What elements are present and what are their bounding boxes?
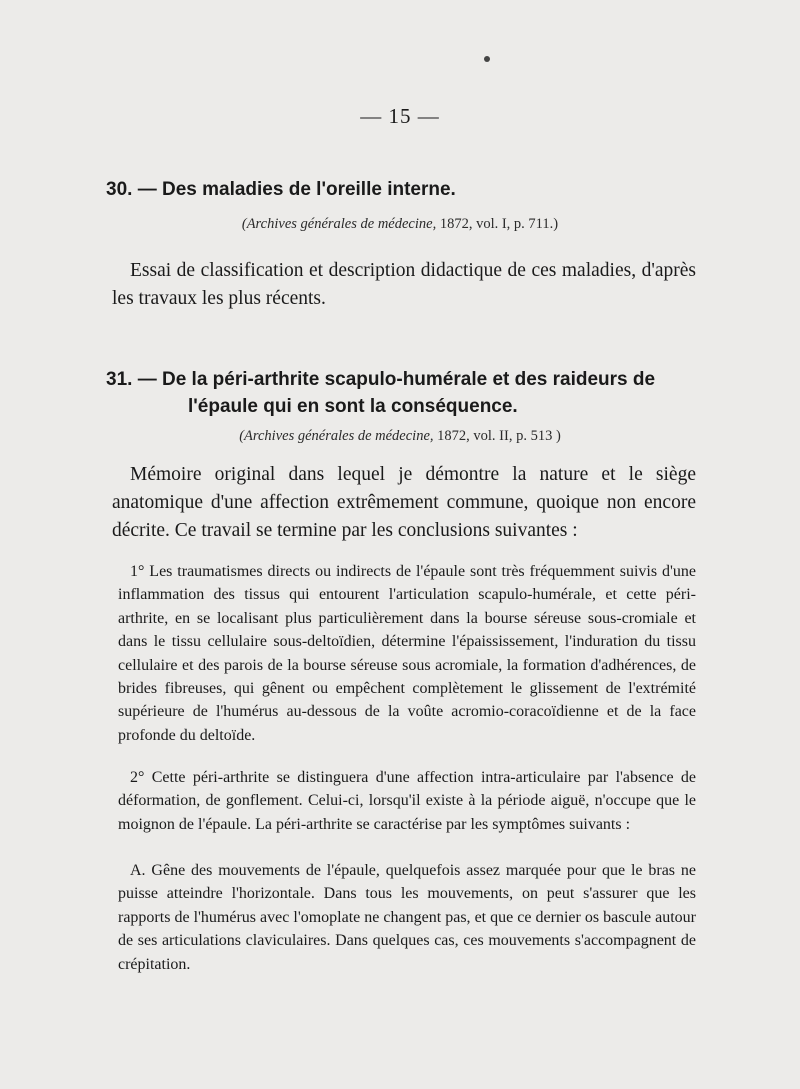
- entry-31-citation: [0, 428, 800, 445]
- entry-31-abstract: Mémoire original dans lequel je démontre la nature et le siège anatomique d'une affection extrêmement commune, quoique non encore décrite. Ce travail se termine par les conclusions suivantes :: [112, 464, 696, 541]
- entry-30-title: 30. — Des maladies de l'oreille interne.: [106, 179, 456, 200]
- entry-31-title-line1: 31. — De la péri-arthrite scapulo-humérale et des raideurs de: [106, 369, 656, 390]
- entry-30-citation-journal: (Archives générales de médecine,: [241, 216, 437, 232]
- entry-31-citation-ref: 1872, vol. II, p. 513 ): [437, 428, 561, 444]
- entry-30-abstract: Essai de classification et description didactique de ces maladies, d'après les travaux les plus récents.: [112, 260, 696, 309]
- entry-31-title-line2: l'épaule qui en sont la conséquence.: [188, 396, 518, 417]
- conclusion-2: 2° Cette péri-arthrite se distinguera d'une affection intra-articulaire par l'absence de déformation, de gonflement. Celui-ci, lorsqu'il existe à la période aiguë, n'occupe que le moignon de l'épaule. La péri-arthrite se caractérise par les symptômes suivants :: [118, 769, 696, 833]
- entry-31-citation-journal: (Archives générales de médecine,: [239, 428, 434, 444]
- ink-spot: [484, 56, 490, 62]
- conclusion-1: 1° Les traumatismes directs ou indirects de l'épaule sont très fréquemment suivis d'une inflammation des tissus qui entourent l'articulation scapulo-humérale, et cette péri-arthrite, en se localisant plus particulièrement dans la bourse séreuse sous-cromiale et dans le tissu cellulaire sous-deltoïdien, détermine l'épaississement, l'induration du tissu cellulaire et des parois de la bourse séreuse sous acromiale, la formation d'adhérences, de brides fibreuses, qui gênent ou empêchent complètement le glissement de l'extrémité supérieure de l'humérus au-dessous de la voûte acromio-coracoïdienne et de la face profonde du deltoïde.: [118, 563, 696, 744]
- entry-31-title: [106, 366, 696, 420]
- entry-30-citation: [0, 216, 800, 233]
- entry-30-citation-ref: 1872, vol. I, p. 711.): [439, 216, 559, 232]
- page-number: — 15 —: [360, 104, 440, 128]
- conclusion-2a: A. Gêne des mouvements de l'épaule, quelquefois assez marquée pour que le bras ne puisse atteindre l'horizontale. Dans tous les mouvements, on peut s'assurer que les rapports de l'humérus avec l'omoplate ne changent pas, et que ce dernier os bascule autour de ses articulations claviculaires. Dans quelques cas, ces mouvements s'accompagnent de crépitation.: [118, 862, 696, 973]
